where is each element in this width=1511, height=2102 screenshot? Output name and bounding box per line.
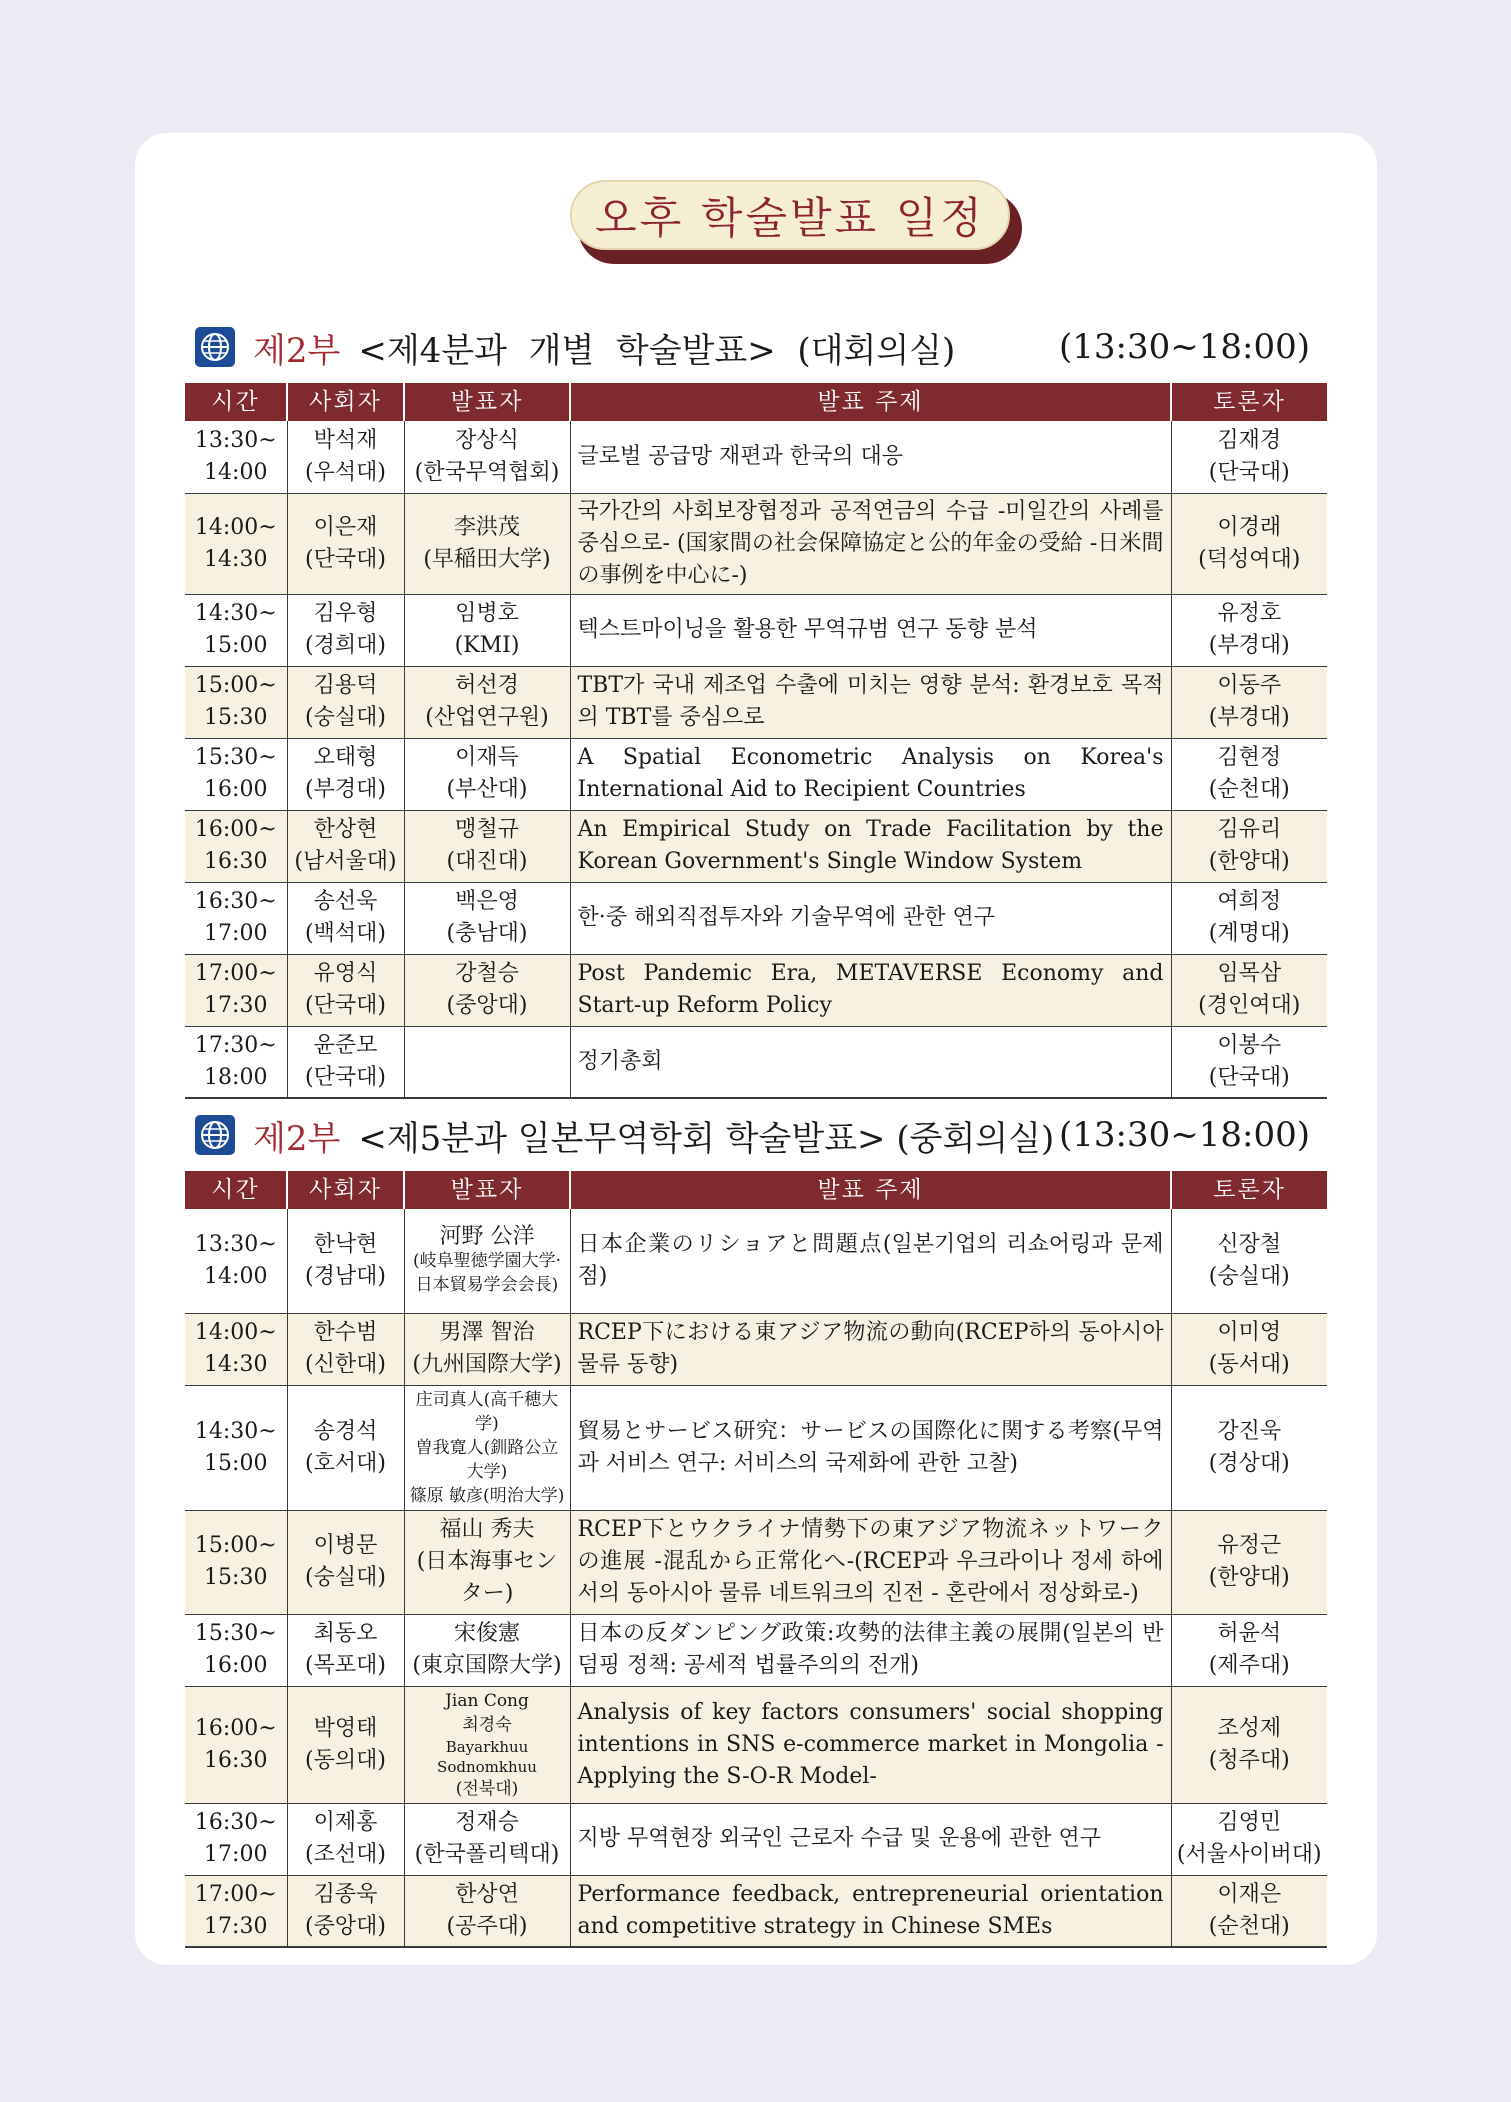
chair-cell (287, 1313, 404, 1385)
topic-cell: RCEP下における東アジア物流の動向(RCEP하의 동아시아 물류 동향) (570, 1313, 1171, 1385)
section-part-label: 제2부 (253, 1118, 341, 1159)
time-cell (185, 594, 287, 666)
presenter-cell-line: 李洪茂 (453, 514, 520, 540)
discussant-cell (1171, 1313, 1327, 1385)
discussant-cell-line: (순천대) (1208, 1913, 1290, 1939)
table-row (185, 1510, 1327, 1614)
page-title: 오후 학술발표 일정 (570, 180, 1010, 250)
chair-cell (287, 1026, 404, 1098)
chair-cell-line: (단국대) (305, 993, 386, 1018)
presenter-cell-line: (중앙대) (446, 993, 528, 1018)
chair-cell-line: 윤준모 (313, 1032, 378, 1058)
time-cell-line: 14:30~ (194, 601, 277, 626)
chair-cell (287, 1209, 404, 1313)
discussant-cell-line: 김영민 (1217, 1810, 1282, 1835)
chair-cell-line: 박석재 (313, 427, 378, 453)
discussant-cell-line: 조성제 (1217, 1715, 1282, 1741)
discussant-cell (1171, 421, 1327, 493)
presenter-cell-line: 최경숙 (462, 1714, 512, 1735)
table-row (185, 594, 1327, 666)
presenter-cell-line: 河野 公洋 (439, 1223, 535, 1249)
discussant-cell (1171, 1385, 1327, 1510)
presenter-cell-line: (KMI) (454, 633, 520, 658)
discussant-cell (1171, 1026, 1327, 1098)
globe-icon (195, 1115, 235, 1155)
discussant-cell (1171, 493, 1327, 594)
time-cell-line: 16:00~ (194, 817, 277, 842)
time-cell-line: 15:30~ (194, 1621, 277, 1646)
time-cell (185, 1875, 287, 1947)
col-header-presenter: 발표자 (404, 1171, 570, 1209)
discussant-cell-line: (단국대) (1208, 459, 1290, 485)
chair-cell-line: (경희대) (305, 633, 386, 658)
time-cell (185, 954, 287, 1026)
presenter-cell (404, 421, 570, 493)
chair-cell-line: (숭실대) (305, 1565, 386, 1590)
time-cell-line: 17:00~ (194, 1881, 277, 1907)
discussant-cell (1171, 1875, 1327, 1947)
presenter-cell-line: Jian Cong (445, 1690, 529, 1711)
discussant-cell-line: (서울사이버대) (1176, 1842, 1322, 1867)
topic-cell: A Spatial Econometric Analysis on Korea's International Aid to Recipient Countries (570, 738, 1171, 810)
schedule-table-4 (185, 383, 1327, 1099)
presenter-cell-line: 한상연 (455, 1881, 519, 1907)
col-header-discussant: 토론자 (1171, 383, 1327, 421)
section-title: <제5분과 일본무역학회 학술발표> (중회의실) (358, 1118, 1055, 1159)
discussant-cell-line: 김유리 (1217, 817, 1282, 842)
chair-cell-line: (우석대) (305, 459, 386, 485)
time-cell (185, 666, 287, 738)
presenter-cell-line: 백은영 (455, 889, 519, 914)
section-time: (13:30~18:00) (1059, 327, 1310, 367)
presenter-cell-line: (日本海事センター) (416, 1549, 558, 1606)
table-row (185, 1385, 1327, 1510)
presenter-cell-line: 정재승 (455, 1810, 519, 1835)
time-cell (185, 1026, 287, 1098)
col-header-presenter: 발표자 (404, 383, 570, 421)
presenter-cell (404, 1686, 570, 1803)
presenter-cell (404, 954, 570, 1026)
chair-cell-line: 오태형 (313, 745, 378, 770)
section-time: (13:30~18:00) (1059, 1115, 1310, 1155)
time-cell-line: 18:00 (204, 1064, 268, 1090)
presenter-cell-line: 강철승 (455, 961, 519, 986)
presenter-cell-line: (산업연구원) (425, 705, 549, 730)
time-cell (185, 493, 287, 594)
table-row (185, 810, 1327, 882)
discussant-cell-line: 이봉수 (1217, 1032, 1282, 1058)
chair-cell-line: 이제홍 (313, 1810, 378, 1835)
chair-cell (287, 1385, 404, 1510)
time-cell (185, 738, 287, 810)
chair-cell-line: (신한대) (305, 1352, 386, 1377)
presenter-cell-line: (한국폴리텍대) (414, 1842, 560, 1867)
table-row (185, 1614, 1327, 1686)
col-header-time: 시간 (185, 1171, 287, 1209)
chair-cell (287, 954, 404, 1026)
chair-cell-line: 한낙현 (313, 1231, 378, 1257)
chair-cell-line: 유영식 (313, 961, 378, 986)
time-cell-line: 16:00 (204, 777, 268, 802)
discussant-cell-line: (한양대) (1208, 1565, 1290, 1590)
discussant-cell (1171, 1209, 1327, 1313)
discussant-cell (1171, 1614, 1327, 1686)
time-cell-line: 14:30 (204, 546, 268, 572)
chair-cell-line: (호서대) (305, 1450, 386, 1476)
schedule-table-5 (185, 1171, 1327, 1948)
table-row (185, 666, 1327, 738)
time-cell-line: 16:30~ (194, 1810, 277, 1835)
presenter-cell (404, 1875, 570, 1947)
topic-cell: Post Pandemic Era, METAVERSE Economy and Start-up Reform Policy (570, 954, 1171, 1026)
presenter-cell-line: 福山 秀夫 (439, 1517, 535, 1542)
discussant-cell (1171, 882, 1327, 954)
chair-cell (287, 1614, 404, 1686)
presenter-cell-line: (九州国際大学) (412, 1352, 562, 1377)
table-row (185, 882, 1327, 954)
presenter-cell-line: (공주대) (446, 1913, 528, 1939)
presenter-cell-line: (早稲田大学) (423, 546, 551, 572)
topic-cell: 국가간의 사회보장협정과 공적연금의 수급 -미일간의 사례를 중심으로- (国家間の社会保障協定と公的年金の受給 -日米間の事例を中心に-) (570, 493, 1171, 594)
chair-cell-line: (목포대) (305, 1653, 386, 1678)
section-header-4 (195, 322, 1310, 372)
time-cell-line: 16:30 (204, 849, 268, 874)
chair-cell-line: (단국대) (305, 546, 386, 572)
chair-cell-line: 박영태 (313, 1715, 378, 1741)
time-cell-line: 14:00 (204, 1263, 268, 1289)
discussant-cell (1171, 810, 1327, 882)
chair-cell-line: (남서울대) (294, 849, 397, 874)
table-row (185, 1686, 1327, 1803)
section-header-5 (195, 1110, 1310, 1160)
time-cell-line: 17:30 (204, 993, 268, 1018)
table-row (185, 1209, 1327, 1313)
presenter-cell-line: 허선경 (455, 673, 519, 698)
col-header-chair: 사회자 (287, 1171, 404, 1209)
chair-cell-line: 이은재 (313, 514, 378, 540)
table-header-row (185, 1171, 1327, 1209)
discussant-cell-line: 이경래 (1217, 514, 1282, 540)
discussant-cell-line: 유정호 (1217, 601, 1282, 626)
presenter-cell-line: 宋俊憲 (453, 1621, 520, 1646)
time-cell-line: 15:00 (204, 633, 268, 658)
presenter-cell (404, 1313, 570, 1385)
topic-cell: 日本の反ダンピング政策:攻勢的法律主義の展開(일본의 반덤핑 정책: 공세적 법률주의의 전개) (570, 1614, 1171, 1686)
presenter-cell-line: 男澤 智治 (439, 1320, 535, 1345)
discussant-cell-line: (부경대) (1208, 705, 1290, 730)
chair-cell-line: (단국대) (305, 1064, 386, 1090)
chair-cell-line: (중앙대) (305, 1913, 386, 1939)
table-row (185, 1803, 1327, 1875)
discussant-cell (1171, 738, 1327, 810)
discussant-cell-line: (순천대) (1208, 777, 1290, 802)
chair-cell-line: 이병문 (313, 1533, 378, 1558)
chair-cell-line: (부경대) (305, 777, 386, 802)
time-cell-line: 15:00~ (194, 1533, 277, 1558)
presenter-cell-line: 임병호 (455, 601, 519, 626)
col-header-chair: 사회자 (287, 383, 404, 421)
presenter-cell (404, 594, 570, 666)
topic-cell: 日本企業のリショアと問題点(일본기업의 리쇼어링과 문제점) (570, 1209, 1171, 1313)
presenter-cell (404, 493, 570, 594)
table-row (185, 1313, 1327, 1385)
presenter-cell-line: (대진대) (446, 849, 528, 874)
chair-cell-line: 한상현 (313, 817, 378, 842)
table-row (185, 1875, 1327, 1947)
time-cell-line: 14:30 (204, 1352, 268, 1377)
discussant-cell-line: (단국대) (1208, 1064, 1290, 1090)
time-cell-line: 14:00~ (194, 1320, 277, 1345)
chair-cell-line: (백석대) (305, 921, 386, 946)
presenter-cell-line: Bayarkhuu Sodnomkhuu (437, 1737, 537, 1776)
discussant-cell-line: 유정근 (1217, 1533, 1282, 1558)
chair-cell (287, 810, 404, 882)
section-title: <제4분과 개별 학술발표> (대회의실) (358, 330, 956, 371)
time-cell-line: 17:30 (204, 1913, 268, 1939)
time-cell (185, 1614, 287, 1686)
topic-cell: RCEP下とウクライナ情勢下の東アジア物流ネットワークの進展 -混乱から正常化へ-(RCEP과 우크라이나 정세 하에서의 동아시아 물류 네트워크의 진전 - 혼란에서 정상화로-) (570, 1510, 1171, 1614)
chair-cell-line: 송경석 (313, 1418, 378, 1444)
presenter-cell (404, 1026, 570, 1098)
presenter-cell-line: (전북대) (455, 1778, 519, 1799)
time-cell (185, 1313, 287, 1385)
presenter-cell-line: 장상식 (455, 427, 519, 453)
discussant-cell-line: 이재은 (1217, 1881, 1282, 1907)
chair-cell-line: (조선대) (305, 1842, 386, 1867)
time-cell-line: 16:00~ (194, 1715, 277, 1741)
col-header-time: 시간 (185, 383, 287, 421)
table-row (185, 493, 1327, 594)
col-header-discussant: 토론자 (1171, 1171, 1327, 1209)
table-row (185, 421, 1327, 493)
time-cell-line: 14:30~ (194, 1418, 277, 1444)
globe-icon (195, 327, 235, 367)
topic-cell: An Empirical Study on Trade Facilitation by the Korean Government's Single Window System (570, 810, 1171, 882)
page-title-badge (570, 180, 1020, 258)
topic-cell: 한·중 해외직접투자와 기술무역에 관한 연구 (570, 882, 1171, 954)
chair-cell (287, 421, 404, 493)
time-cell (185, 1803, 287, 1875)
table-row (185, 1026, 1327, 1098)
presenter-cell-line: 日本貿易学会会長) (415, 1274, 559, 1295)
time-cell-line: 16:00 (204, 1653, 268, 1678)
time-cell-line: 13:30~ (194, 427, 277, 453)
discussant-cell-line: (부경대) (1208, 633, 1290, 658)
table-header-row (185, 383, 1327, 421)
presenter-cell (404, 810, 570, 882)
discussant-cell-line: 신장철 (1217, 1231, 1282, 1257)
discussant-cell-line: 허윤석 (1217, 1621, 1282, 1646)
time-cell-line: 15:00 (204, 1450, 268, 1476)
discussant-cell (1171, 1803, 1327, 1875)
discussant-cell-line: (한양대) (1208, 849, 1290, 874)
chair-cell-line: 송선욱 (313, 889, 378, 914)
presenter-cell-line: 篠原 敏彦(明治大学) (409, 1485, 565, 1506)
presenter-cell-line: (한국무역협회) (414, 459, 560, 485)
topic-cell: Performance feedback, entrepreneurial orientation and competitive strategy in Chinese SMEs (570, 1875, 1171, 1947)
discussant-cell-line: (덕성여대) (1198, 546, 1301, 572)
time-cell-line: 16:30~ (194, 889, 277, 914)
time-cell (185, 1510, 287, 1614)
presenter-cell (404, 1209, 570, 1313)
chair-cell-line: (숭실대) (305, 705, 386, 730)
time-cell (185, 882, 287, 954)
time-cell (185, 1209, 287, 1313)
discussant-cell-line: 김현정 (1217, 745, 1282, 770)
discussant-cell-line: (경인여대) (1198, 993, 1301, 1018)
chair-cell-line: (동의대) (305, 1747, 386, 1773)
time-cell (185, 1385, 287, 1510)
presenter-cell-line: (東京国際大学) (412, 1653, 562, 1678)
presenter-cell-line: 맹철규 (455, 817, 519, 842)
topic-cell: 지방 무역현장 외국인 근로자 수급 및 운용에 관한 연구 (570, 1803, 1171, 1875)
table-row (185, 954, 1327, 1026)
presenter-cell-line: 庄司真人(高千穂大学) (415, 1389, 559, 1434)
time-cell-line: 15:30 (204, 1565, 268, 1590)
discussant-cell-line: (계명대) (1208, 921, 1290, 946)
topic-cell: 텍스트마이닝을 활용한 무역규범 연구 동향 분석 (570, 594, 1171, 666)
discussant-cell (1171, 594, 1327, 666)
chair-cell (287, 738, 404, 810)
col-header-topic: 발표 주제 (570, 1171, 1171, 1209)
time-cell-line: 15:00~ (194, 673, 277, 698)
presenter-cell-line: (충남대) (446, 921, 528, 946)
discussant-cell-line: (동서대) (1208, 1352, 1290, 1377)
topic-cell: TBT가 국내 제조업 수출에 미치는 영향 분석: 환경보호 목적의 TBT를 중심으로 (570, 666, 1171, 738)
chair-cell (287, 1510, 404, 1614)
discussant-cell-line: 강진욱 (1217, 1418, 1282, 1444)
discussant-cell-line: 김재경 (1217, 427, 1282, 453)
presenter-cell-line: (부산대) (446, 777, 528, 802)
chair-cell (287, 1875, 404, 1947)
time-cell-line: 14:00~ (194, 514, 277, 540)
topic-cell: 정기총회 (570, 1026, 1171, 1098)
discussant-cell (1171, 954, 1327, 1026)
presenter-cell-line: (岐阜聖徳学園大学· (412, 1250, 562, 1271)
time-cell-line: 15:30~ (194, 745, 277, 770)
table-row (185, 738, 1327, 810)
chair-cell (287, 666, 404, 738)
discussant-cell-line: (경상대) (1208, 1450, 1290, 1476)
presenter-cell (404, 1510, 570, 1614)
discussant-cell-line: (청주대) (1208, 1747, 1290, 1773)
chair-cell (287, 1686, 404, 1803)
discussant-cell-line: (숭실대) (1208, 1263, 1290, 1289)
section-part-label: 제2부 (253, 330, 341, 371)
presenter-cell (404, 1385, 570, 1510)
presenter-cell (404, 666, 570, 738)
time-cell-line: 17:00 (204, 921, 268, 946)
discussant-cell-line: 이동주 (1217, 673, 1282, 698)
topic-cell: 글로벌 공급망 재편과 한국의 대응 (570, 421, 1171, 493)
chair-cell-line: 김용덕 (313, 673, 378, 698)
chair-cell (287, 882, 404, 954)
discussant-cell (1171, 1510, 1327, 1614)
chair-cell-line: 김우형 (313, 601, 378, 626)
chair-cell (287, 493, 404, 594)
discussant-cell-line: 임목삼 (1217, 961, 1282, 986)
chair-cell (287, 594, 404, 666)
chair-cell-line: 한수범 (313, 1320, 378, 1345)
time-cell-line: 17:00 (204, 1842, 268, 1867)
time-cell (185, 1686, 287, 1803)
time-cell-line: 17:30~ (194, 1032, 277, 1058)
discussant-cell (1171, 1686, 1327, 1803)
col-header-topic: 발표 주제 (570, 383, 1171, 421)
time-cell-line: 15:30 (204, 705, 268, 730)
presenter-cell-line: 이재득 (455, 745, 519, 770)
chair-cell-line: 김종욱 (313, 1881, 378, 1907)
presenter-cell (404, 738, 570, 810)
chair-cell-line: 최동오 (313, 1621, 378, 1646)
topic-cell: Analysis of key factors consumers' social shopping intentions in SNS e-commerce market in Mongolia -Applying the S-O-R Model- (570, 1686, 1171, 1803)
time-cell-line: 13:30~ (194, 1231, 277, 1257)
time-cell-line: 14:00 (204, 459, 268, 485)
time-cell (185, 810, 287, 882)
chair-cell-line: (경남대) (305, 1263, 386, 1289)
presenter-cell (404, 882, 570, 954)
presenter-cell-line: 曽我寛人(釧路公立大学) (415, 1437, 559, 1482)
discussant-cell-line: (제주대) (1208, 1653, 1290, 1678)
discussant-cell-line: 여희정 (1217, 889, 1282, 914)
chair-cell (287, 1803, 404, 1875)
discussant-cell-line: 이미영 (1217, 1320, 1282, 1345)
presenter-cell (404, 1803, 570, 1875)
time-cell-line: 16:30 (204, 1747, 268, 1773)
discussant-cell (1171, 666, 1327, 738)
time-cell-line: 17:00~ (194, 961, 277, 986)
topic-cell: 貿易とサービス研究：サービスの国際化に関する考察(무역과 서비스 연구: 서비스의 국제화에 관한 고찰) (570, 1385, 1171, 1510)
presenter-cell (404, 1614, 570, 1686)
time-cell (185, 421, 287, 493)
